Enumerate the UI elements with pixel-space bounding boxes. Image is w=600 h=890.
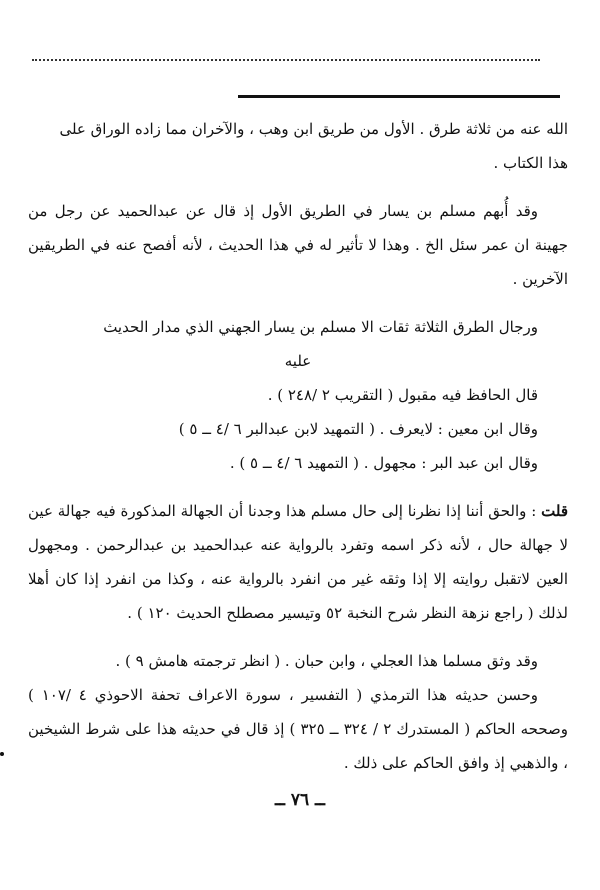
paragraph-1 (28, 112, 568, 180)
paragraph-1-line-1: الله عنه من ثلاثة طرق . الأول من طريق ابن وهب ، والآخران مما زاده الوراق على (59, 120, 568, 138)
paragraph-3 (28, 310, 568, 378)
paragraph-4-text: : والحق أننا إذا نظرنا إلى حال مسلم هذا وجدنا أن الجهالة المذكورة فيه جهالة عين لا جهالة حال ، لأنه ذكر اسمه وتفرد بالرواية عنه عبدالحميد بن عبدالرحمن . ومجهول العين لاتقبل روايته إلا إذا وثقه غير من انفرد بالرواية عنه ، وكذا من انفرد إذا كان أهلا لذلك ( راجع نزهة النظر شرح النخبة ٥٢ وتيسير مصطلح الحديث ١٢٠ ) . (28, 502, 568, 622)
quotes-block (28, 378, 568, 480)
paragraph-5: وقد وثق مسلما هذا العجلي ، وابن حبان . ( انظر ترجمته هامش ٩ ) . (115, 652, 538, 670)
paragraph-4 (28, 494, 568, 630)
paragraph-1-line-2: هذا الكتاب . (493, 154, 568, 172)
quote-ibn-maeen: وقال ابن معين : لايعرف . ( التمهيد لابن عبدالبر ٦ /٤ ــ ٥ ) (178, 420, 538, 438)
quote-hafiz: قال الحافظ فيه مقبول ( التقريب ٢ /٢٤٨ ) . (267, 386, 538, 404)
paragraph-4-label: قلت (541, 502, 568, 520)
page-number: ــ ٧٦ ــ (274, 790, 326, 810)
body-text (28, 112, 568, 780)
paragraph-3-line-2: عليه (284, 352, 312, 370)
paragraph-6: وحسن حديثه هذا الترمذي ( التفسير ، سورة الاعراف تحفة الاحوذي ٤ /١٠٧ ) وصححه الحاكم ( المستدرك ٢ / ٣٢٤ ــ ٣٢٥ ) إذ قال في حديثه هذا على شرط الشيخين ، والذهبي إذ وافق الحاكم على ذلك . (28, 686, 568, 772)
paragraph-3-line-1: ورجال الطرق الثلاثة ثقات الا مسلم بن يسار الجهني الذي مدار الحديث (103, 318, 538, 336)
margin-mark (0, 752, 4, 756)
quote-ibn-abdulbarr: وقال ابن عبد البر : مجهول . ( التمهيد ٦ /٤ ــ ٥ ) . (229, 454, 538, 472)
dotted-separator (32, 59, 540, 61)
paragraph-2: وقد أُبهم مسلم بن يسار في الطريق الأول إذ قال عن عبدالحميد عن رجل من جهينة ان عمر سئل الخ . وهذا لا تأثير له في هذا الحديث ، لأنه أفصح عنه في الطريقين الآخرين . (28, 202, 568, 288)
footnote-rule (238, 95, 560, 98)
